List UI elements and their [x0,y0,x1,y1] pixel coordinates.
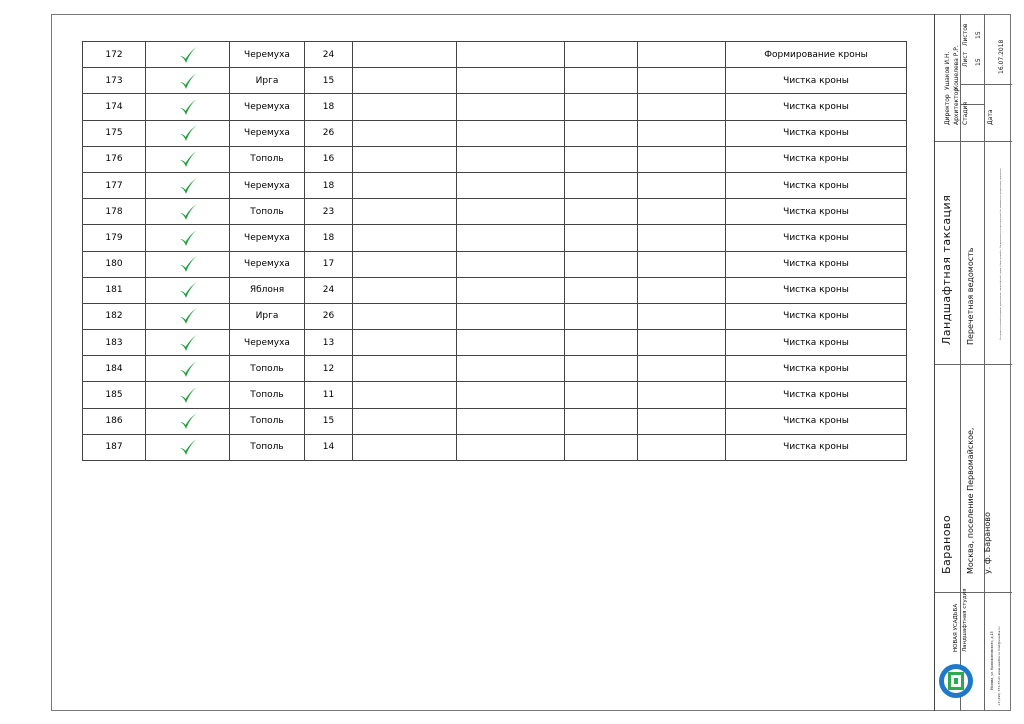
measure-cell: 12 [305,356,353,382]
title-block-divider [935,592,1012,593]
table-row [83,408,907,434]
check-mark-icon [177,359,199,379]
measure-cell: 15 [305,408,353,434]
status-cell [146,434,230,460]
check-mark-icon [177,437,199,457]
empty-cell [353,330,457,356]
stage-label: Стадия [962,101,969,125]
check-mark-icon [177,176,199,196]
action-cell: Чистка кроны [726,94,907,120]
row-number-cell: 181 [83,277,146,303]
status-cell [146,120,230,146]
status-cell [146,382,230,408]
sheet-label: Лист [962,51,969,67]
action-cell: Чистка кроны [726,146,907,172]
measure-cell: 18 [305,94,353,120]
status-cell [146,68,230,94]
empty-cell [457,408,565,434]
empty-cell [638,172,726,198]
action-cell: Чистка кроны [726,251,907,277]
empty-cell [565,303,638,329]
empty-cell [353,94,457,120]
empty-cell [638,434,726,460]
species-cell: Черемуха [230,120,305,146]
company-name: НОВАЯ УСАДЬБА [953,603,959,652]
row-number-cell: 182 [83,303,146,329]
table-row [83,120,907,146]
check-mark-icon [177,71,199,91]
species-cell: Тополь [230,146,305,172]
row-number-cell: 185 [83,382,146,408]
title-block-divider [935,364,1012,365]
address-line-2: у. ф. Бараново [983,512,992,574]
empty-cell [638,68,726,94]
check-mark-icon [177,254,199,274]
row-number-cell: 173 [83,68,146,94]
action-cell: Чистка кроны [726,382,907,408]
architect-name: Кошелева Р.Р. [953,45,960,90]
table-row [83,330,907,356]
check-mark-icon [177,280,199,300]
check-mark-icon [177,228,199,248]
action-cell: Чистка кроны [726,172,907,198]
measure-cell: 13 [305,330,353,356]
empty-cell [457,356,565,382]
check-mark-icon [177,411,199,431]
action-cell: Чистка кроны [726,277,907,303]
measure-cell: 24 [305,277,353,303]
empty-cell [457,434,565,460]
status-cell [146,303,230,329]
status-cell [146,146,230,172]
title-block-divider [960,84,1012,85]
table-row [83,434,907,460]
check-mark-icon [177,45,199,65]
company-contacts: +7 (495) 771-77-21 www.usadba.ru mail@usadba.ru [997,626,1001,706]
project-title: Ландшафтная таксация [940,194,953,345]
empty-cell [353,42,457,68]
row-number-cell: 177 [83,172,146,198]
empty-cell [457,303,565,329]
action-cell: Чистка кроны [726,199,907,225]
table-row [83,146,907,172]
row-number-cell: 180 [83,251,146,277]
table-body [83,42,907,461]
measure-cell: 14 [305,434,353,460]
species-cell: Черемуха [230,225,305,251]
row-number-cell: 179 [83,225,146,251]
status-cell [146,225,230,251]
director-name: Ушаков И.Н. [944,51,951,90]
table-row [83,356,907,382]
empty-cell [353,356,457,382]
measure-cell: 11 [305,382,353,408]
table-row [83,199,907,225]
sheets-value: 15 [975,31,982,39]
species-cell: Тополь [230,356,305,382]
action-cell: Чистка кроны [726,120,907,146]
status-cell [146,251,230,277]
architect-role: Архитектор [953,87,960,125]
empty-cell [565,382,638,408]
empty-cell [457,120,565,146]
check-mark-icon [177,123,199,143]
action-cell: Чистка кроны [726,225,907,251]
sheet-title: Перечетная ведомость [966,247,975,345]
species-cell: Черемуха [230,42,305,68]
date-value: 16.07.2018 [998,39,1005,74]
table-row [83,382,907,408]
action-cell: Чистка кроны [726,68,907,94]
measure-cell: 16 [305,146,353,172]
table-row [83,277,907,303]
status-cell [146,94,230,120]
species-cell: Тополь [230,199,305,225]
empty-cell [565,356,638,382]
action-cell: Формирование кроны [726,42,907,68]
table-row [83,251,907,277]
empty-cell [353,225,457,251]
address-line-1: Москва, поселение Первомайское, [966,427,975,574]
empty-cell [565,225,638,251]
empty-cell [638,408,726,434]
row-number-cell: 178 [83,199,146,225]
empty-cell [353,382,457,408]
empty-cell [457,251,565,277]
action-cell: Чистка кроны [726,434,907,460]
empty-cell [638,146,726,172]
row-number-cell: 184 [83,356,146,382]
species-cell: Тополь [230,434,305,460]
check-mark-icon [177,149,199,169]
action-cell: Чистка кроны [726,356,907,382]
empty-cell [565,94,638,120]
empty-cell [638,251,726,277]
empty-cell [457,146,565,172]
check-mark-icon [177,306,199,326]
status-cell [146,199,230,225]
title-block-divider [984,14,985,711]
empty-cell [457,42,565,68]
empty-cell [353,303,457,329]
empty-cell [565,172,638,198]
row-number-cell: 183 [83,330,146,356]
table-row [83,172,907,198]
date-label: Дата [987,109,994,125]
empty-cell [565,434,638,460]
status-cell [146,408,230,434]
empty-cell [638,94,726,120]
species-cell: Черемуха [230,251,305,277]
empty-cell [565,146,638,172]
director-role: Директор [944,94,951,125]
empty-cell [638,225,726,251]
empty-cell [638,382,726,408]
measure-cell: 24 [305,42,353,68]
empty-cell [353,251,457,277]
species-cell: Черемуха [230,94,305,120]
check-mark-icon [177,385,199,405]
row-number-cell: 186 [83,408,146,434]
empty-cell [353,172,457,198]
species-cell: Ирга [230,303,305,329]
empty-cell [457,225,565,251]
empty-cell [353,408,457,434]
measure-cell: 18 [305,172,353,198]
check-mark-icon [177,202,199,222]
measure-cell: 15 [305,68,353,94]
species-cell: Тополь [230,382,305,408]
empty-cell [565,277,638,303]
empty-cell [565,330,638,356]
location-short: Бараново [940,514,953,574]
species-cell: Черемуха [230,330,305,356]
empty-cell [638,303,726,329]
title-block-divider [960,14,961,711]
status-cell [146,330,230,356]
company-address: Москва, ул. Кржижановского, д.15 [990,631,994,690]
empty-cell [638,120,726,146]
empty-cell [565,68,638,94]
table-row [83,225,907,251]
row-number-cell: 176 [83,146,146,172]
empty-cell [638,42,726,68]
species-cell: Тополь [230,408,305,434]
empty-cell [638,356,726,382]
empty-cell [457,68,565,94]
empty-cell [638,199,726,225]
empty-cell [565,251,638,277]
empty-cell [565,408,638,434]
action-cell: Чистка кроны [726,408,907,434]
row-number-cell: 175 [83,120,146,146]
empty-cell [457,330,565,356]
measure-cell: 23 [305,199,353,225]
status-cell [146,172,230,198]
sheet-value: 15 [975,58,982,66]
empty-cell [457,277,565,303]
empty-cell [353,199,457,225]
measure-cell: 26 [305,120,353,146]
empty-cell [457,382,565,408]
copyright-note: Все права на данный документ принадлежат ландшафтной студии «Новая усадьба». Копирование и распространение без письменного разрешения запрещено. [1000,167,1002,340]
action-cell: Чистка кроны [726,303,907,329]
empty-cell [565,120,638,146]
table-row [83,94,907,120]
title-block-divider [935,141,1012,142]
empty-cell [638,277,726,303]
check-mark-icon [177,333,199,353]
company-logo-icon [937,656,975,706]
tree-register-table [82,41,907,461]
company-sub: Ландшафтная студия [962,588,968,652]
status-cell [146,356,230,382]
empty-cell [457,94,565,120]
table-row [83,42,907,68]
check-mark-icon [177,97,199,117]
empty-cell [565,199,638,225]
status-cell [146,277,230,303]
table-row [83,68,907,94]
measure-cell: 26 [305,303,353,329]
empty-cell [353,146,457,172]
empty-cell [457,199,565,225]
action-cell: Чистка кроны [726,330,907,356]
empty-cell [353,68,457,94]
species-cell: Яблоня [230,277,305,303]
table-row [83,303,907,329]
empty-cell [457,172,565,198]
species-cell: Черемуха [230,172,305,198]
empty-cell [353,277,457,303]
status-cell [146,42,230,68]
measure-cell: 17 [305,251,353,277]
empty-cell [353,120,457,146]
species-cell: Ирга [230,68,305,94]
row-number-cell: 174 [83,94,146,120]
empty-cell [638,330,726,356]
row-number-cell: 172 [83,42,146,68]
empty-cell [353,434,457,460]
empty-cell [565,42,638,68]
measure-cell: 18 [305,225,353,251]
row-number-cell: 187 [83,434,146,460]
sheets-label: Листов [962,23,969,46]
